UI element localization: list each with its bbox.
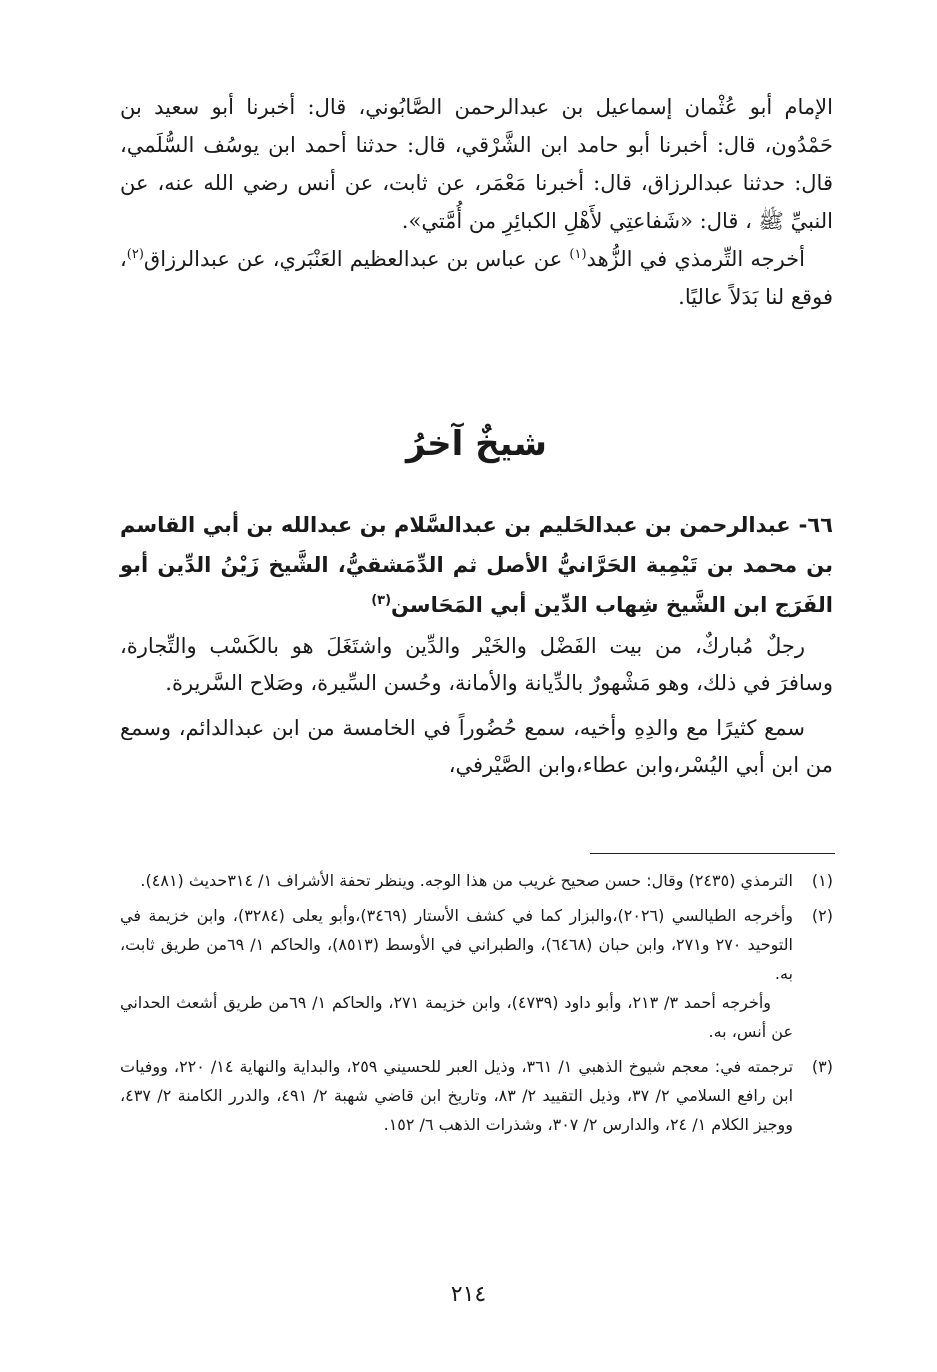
biography-entry-title	[120, 505, 833, 625]
takhrij-text-b: عن عباس بن عبدالعظيم العَنْبَري، عن عبدالرزاق	[143, 247, 570, 271]
footnote-text: ترجمته في: معجم شيوخ الذهبي ١/ ٣٦١، وذيل العبر للحسيني ٢٥٩، والبداية والنهاية ١٤/ ٢٢٠، ووفيات ابن رافع السلامي ٢/ ٣٧، وذيل التقييد ٢/ ٨٣، وتاريخ ابن قاضي شهبة ٢/ ٤٩١، والدرر الكامنة ٢/ ٤٣٧، ووجيز الكلام ١/ ٢٤، والدارس ٢/ ٣٠٧، وشذرات الذهب ٦/ ١٥٢.	[120, 1057, 794, 1134]
paragraph-teachers: سمع كثيرًا مع والدِهِ وأخيه، سمع حُضُوراً في الخامسة من ابن عبدالدائم، وسمع من ابن أبي اليُسْر،وابن عطاء،وابن الصَّيْرفي،	[120, 716, 833, 777]
page-number: ٢١٤	[450, 1282, 487, 1307]
footnote-text: وأخرجه الطيالسي (٢٠٢٦)،والبزار كما في كشف الأستار (٣٤٦٩)،وأبو يعلى (٣٢٨٤)، وابن خزيمة في التوحيد ٢٧٠ و٢٧١، وابن حبان (٦٤٦٨)، والطبراني في الأوسط (٨٥١٣)، والحاكم ١/ ٦٩من طريق ثابت، به.	[120, 906, 794, 983]
footnote-ref-2: (٢)	[126, 247, 144, 262]
footnote-number: (٢)	[811, 906, 833, 925]
footnote-divider	[590, 853, 835, 854]
footnote-text: الترمذي (٢٤٣٥) وقال: حسن صحيح غريب من هذا الوجه. وينظر تحفة الأشراف ١/ ٣١٤حديث (٤٨١).	[140, 871, 793, 890]
paragraph-isnad: الإمام أبو عُثْمان إسماعيل بن عبدالرحمن الصَّابُوني، قال: أخبرنا أبو سعيد بن حَمْدُون، قال: أخبرنا أبو حامد ابن الشَّرْقي، قال: حدثنا أحمد ابن يوسُف السُّلَمي، قال: حدثنا عبدالرزاق، قال: أخبرنا مَعْمَر، عن ثابت، عن أنس رضي الله عنه، عن النبيِّ ﷺ ، قال: «شَفاعتِي لأَهْلِ الكبائِرِ من أُمَّتي».	[120, 95, 833, 233]
biography-body	[120, 628, 833, 792]
footnote-number: (١)	[811, 871, 833, 890]
main-text-block	[120, 88, 833, 316]
footnote-1	[120, 866, 833, 895]
footnote-number: (٣)	[811, 1057, 833, 1076]
takhrij-text-c: ، فوقع لنا بَدَلاً عاليًا.	[120, 247, 833, 309]
footnote-body	[120, 901, 793, 1046]
footnote-ref-3: (٣)	[371, 593, 392, 608]
section-heading: شيخٌ آخرُ	[406, 424, 547, 464]
paragraph-takhrij	[120, 240, 833, 316]
footnotes-section	[120, 866, 833, 1145]
paragraph-description: رجلٌ مُباركٌ، من بيت الفَضْل والخَيْر والدِّين واشتَغَلَ هو بالكَسْب والتِّجارة، وسافرَ في ذلك، وهو مَشْهورٌ بالدِّيانة والأمانة، وحُسن السِّيرة، وصَلاح السَّريرة.	[120, 634, 833, 695]
footnote-2	[120, 901, 833, 1046]
footnote-ref-1: (١)	[569, 247, 587, 262]
entry-name: عبدالرحمن بن عبدالحَليم بن عبدالسَّلام بن عبدالله بن أبي القاسم بن محمد بن تَيْمِية الحَرَّانيُّ الأصل ثم الدِّمَشقيُّ، الشَّيخ زَيْنُ الدِّين أبو الفَرَج ابن الشَّيخ شِهاب الدِّين أبي المَحَاسن	[120, 513, 833, 617]
footnote-body	[120, 1052, 793, 1139]
footnote-text: وأخرجه أحمد ٣/ ٢١٣، وأبو داود (٤٧٣٩)، وابن خزيمة ٢٧١، والحاكم ١/ ٦٩من طريق أشعث الحداني عن أنس، به.	[120, 993, 793, 1041]
takhrij-text-a: أخرجه التِّرمذي في الزُّهد	[586, 247, 805, 271]
footnote-3	[120, 1052, 833, 1139]
footnote-body	[120, 866, 793, 895]
entry-number: ٦٦-	[798, 513, 833, 537]
